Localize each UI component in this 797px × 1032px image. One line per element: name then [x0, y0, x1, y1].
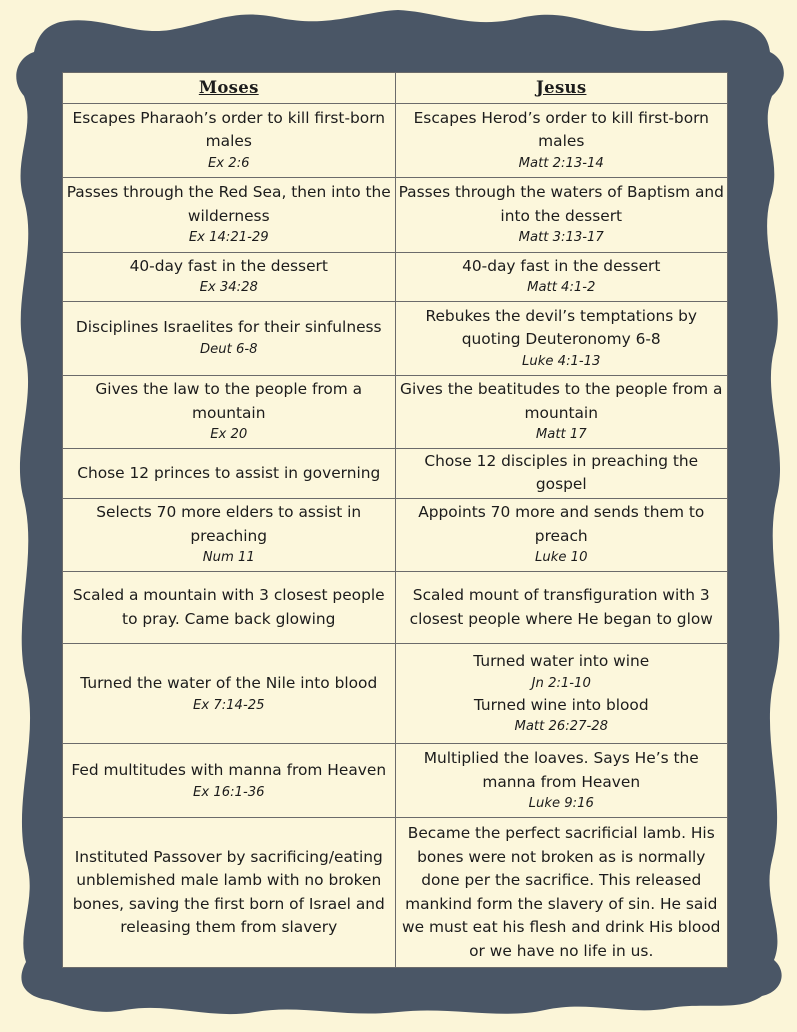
scripture-reference: Ex 7:14-25 [193, 697, 265, 713]
scripture-reference: Ex 14:21-29 [188, 230, 269, 246]
table-header-row [63, 73, 728, 104]
table-row [63, 572, 728, 644]
cell-text-line: Multiplied the loaves. Says He’s the [423, 749, 699, 768]
table-row [63, 177, 728, 252]
table-cell-jesus [395, 375, 728, 449]
scripture-reference: Matt 4:1-2 [527, 280, 596, 296]
table-cell-moses [63, 375, 396, 449]
table-row [63, 375, 728, 449]
scripture-reference: Luke 4:1-13 [522, 353, 601, 369]
cell-text-line: Gives the law to the people from a [95, 380, 363, 399]
cell-text-line: males [538, 132, 585, 151]
table-cell-jesus [395, 572, 728, 644]
table-cell-moses [63, 498, 396, 572]
table-cell-jesus [395, 744, 728, 818]
cell-text-line: Selects 70 more elders to assist in [96, 503, 362, 522]
column-header-moses: Moses [63, 73, 396, 104]
table-cell-moses [63, 177, 396, 252]
scripture-reference: Deut 6-8 [199, 341, 258, 357]
cell-text-line: Chose 12 princes to assist in governing [77, 463, 381, 482]
cell-text-line: Appoints 70 more and sends them to [418, 503, 705, 522]
table-cell-moses [63, 644, 396, 744]
cell-text-line: bones were not broken as is normally [417, 847, 706, 866]
scripture-reference: Jn 2:1-10 [531, 675, 591, 691]
cell-text-line: wilderness [187, 206, 270, 225]
comparison-table-container [62, 72, 728, 968]
table-cell-moses [63, 572, 396, 644]
scripture-reference: Luke 9:16 [528, 796, 594, 812]
cell-text-line: Rebukes the devil’s temptations by [425, 306, 698, 325]
cell-text-line: into the dessert [500, 206, 623, 225]
cell-text-line: closest people where He began to glow [409, 609, 713, 628]
table-row [63, 498, 728, 572]
cell-text-line: manna from Heaven [482, 772, 641, 791]
cell-text-line: to pray. Came back glowing [122, 609, 336, 628]
table-cell-moses [63, 449, 396, 498]
comparison-table [62, 72, 728, 968]
cell-text-line: Fed multitudes with manna from Heaven [71, 761, 387, 780]
table-cell-jesus [395, 177, 728, 252]
table-cell-moses [63, 744, 396, 818]
cell-text-line: Chose 12 disciples in preaching the [424, 451, 699, 470]
cell-text-line: Turned water into wine [473, 652, 650, 671]
cell-text-line: Escapes Herod’s order to kill first-born [413, 108, 709, 127]
table-body [63, 104, 728, 968]
table-row [63, 301, 728, 375]
table-cell-jesus [395, 818, 728, 968]
table-cell-jesus [395, 301, 728, 375]
scripture-reference: Luke 10 [535, 550, 588, 566]
cell-text-line: Gives the beatitudes to the people from a [400, 380, 723, 399]
cell-text-line: gospel [535, 475, 587, 494]
scripture-reference: Matt 2:13-14 [518, 155, 604, 171]
table-cell-jesus [395, 252, 728, 301]
table-cell-moses [63, 301, 396, 375]
cell-text-line: quoting Deuteronomy 6-8 [461, 330, 661, 349]
scripture-reference: Matt 26:27-28 [514, 719, 609, 735]
cell-text-line: releasing them from slavery [120, 918, 338, 937]
table-cell-jesus [395, 644, 728, 744]
cell-text-line: Turned the water of the Nile into blood [80, 674, 378, 693]
cell-text-line: unblemished male lamb with no broken [76, 871, 382, 890]
table-row [63, 252, 728, 301]
scripture-reference: Matt 17 [535, 427, 587, 443]
cell-text-line: done per the sacrifice. This released [421, 871, 702, 890]
cell-text-line: preach [534, 526, 588, 545]
scripture-reference: Ex 20 [210, 427, 248, 443]
cell-text-line: Became the perfect sacrificial lamb. His [407, 824, 715, 843]
cell-text-line: mountain [192, 403, 266, 422]
cell-text-line: bones, saving the first born of Israel and [72, 894, 385, 913]
scripture-reference: Num 11 [202, 550, 255, 566]
table-cell-moses [63, 252, 396, 301]
cell-text-line: Passes through the waters of Baptism and [398, 183, 724, 202]
cell-text-line: Passes through the Red Sea, then into the [66, 183, 391, 202]
cell-text-line: mankind form the slavery of sin. He said [405, 894, 718, 913]
cell-text-line: Instituted Passover by sacrificing/eating [74, 847, 383, 866]
scripture-reference: Ex 34:28 [199, 280, 258, 296]
cell-text-line: preaching [190, 526, 268, 545]
cell-text-line: or we have no life in us. [469, 941, 654, 960]
cell-text-line: 40-day fast in the dessert [462, 256, 661, 275]
cell-text-line: Scaled a mountain with 3 closest people [72, 586, 385, 605]
table-row [63, 744, 728, 818]
scripture-reference: Ex 16:1-36 [193, 784, 265, 800]
cell-text-line: we must eat his flesh and drink His blood [402, 918, 721, 937]
scripture-reference: Matt 3:13-17 [518, 230, 604, 246]
cell-text-line: males [205, 132, 252, 151]
column-header-jesus: Jesus [395, 73, 728, 104]
table-cell-jesus [395, 498, 728, 572]
scripture-reference: Ex 2:6 [207, 155, 250, 171]
cell-text-line: Scaled mount of transfiguration with 3 [412, 586, 710, 605]
cell-text-line: mountain [524, 403, 598, 422]
table-cell-moses [63, 104, 396, 178]
cell-text-line: Disciplines Israelites for their sinfulness [75, 318, 382, 337]
cell-text-line: Escapes Pharaoh’s order to kill first-born [72, 108, 386, 127]
table-row [63, 818, 728, 968]
cell-text-line: Turned wine into blood [473, 695, 649, 714]
table-row [63, 104, 728, 178]
cell-text-line: 40-day fast in the dessert [129, 256, 328, 275]
table-cell-moses [63, 818, 396, 968]
table-row [63, 449, 728, 498]
table-cell-jesus [395, 449, 728, 498]
table-row [63, 644, 728, 744]
table-cell-jesus [395, 104, 728, 178]
